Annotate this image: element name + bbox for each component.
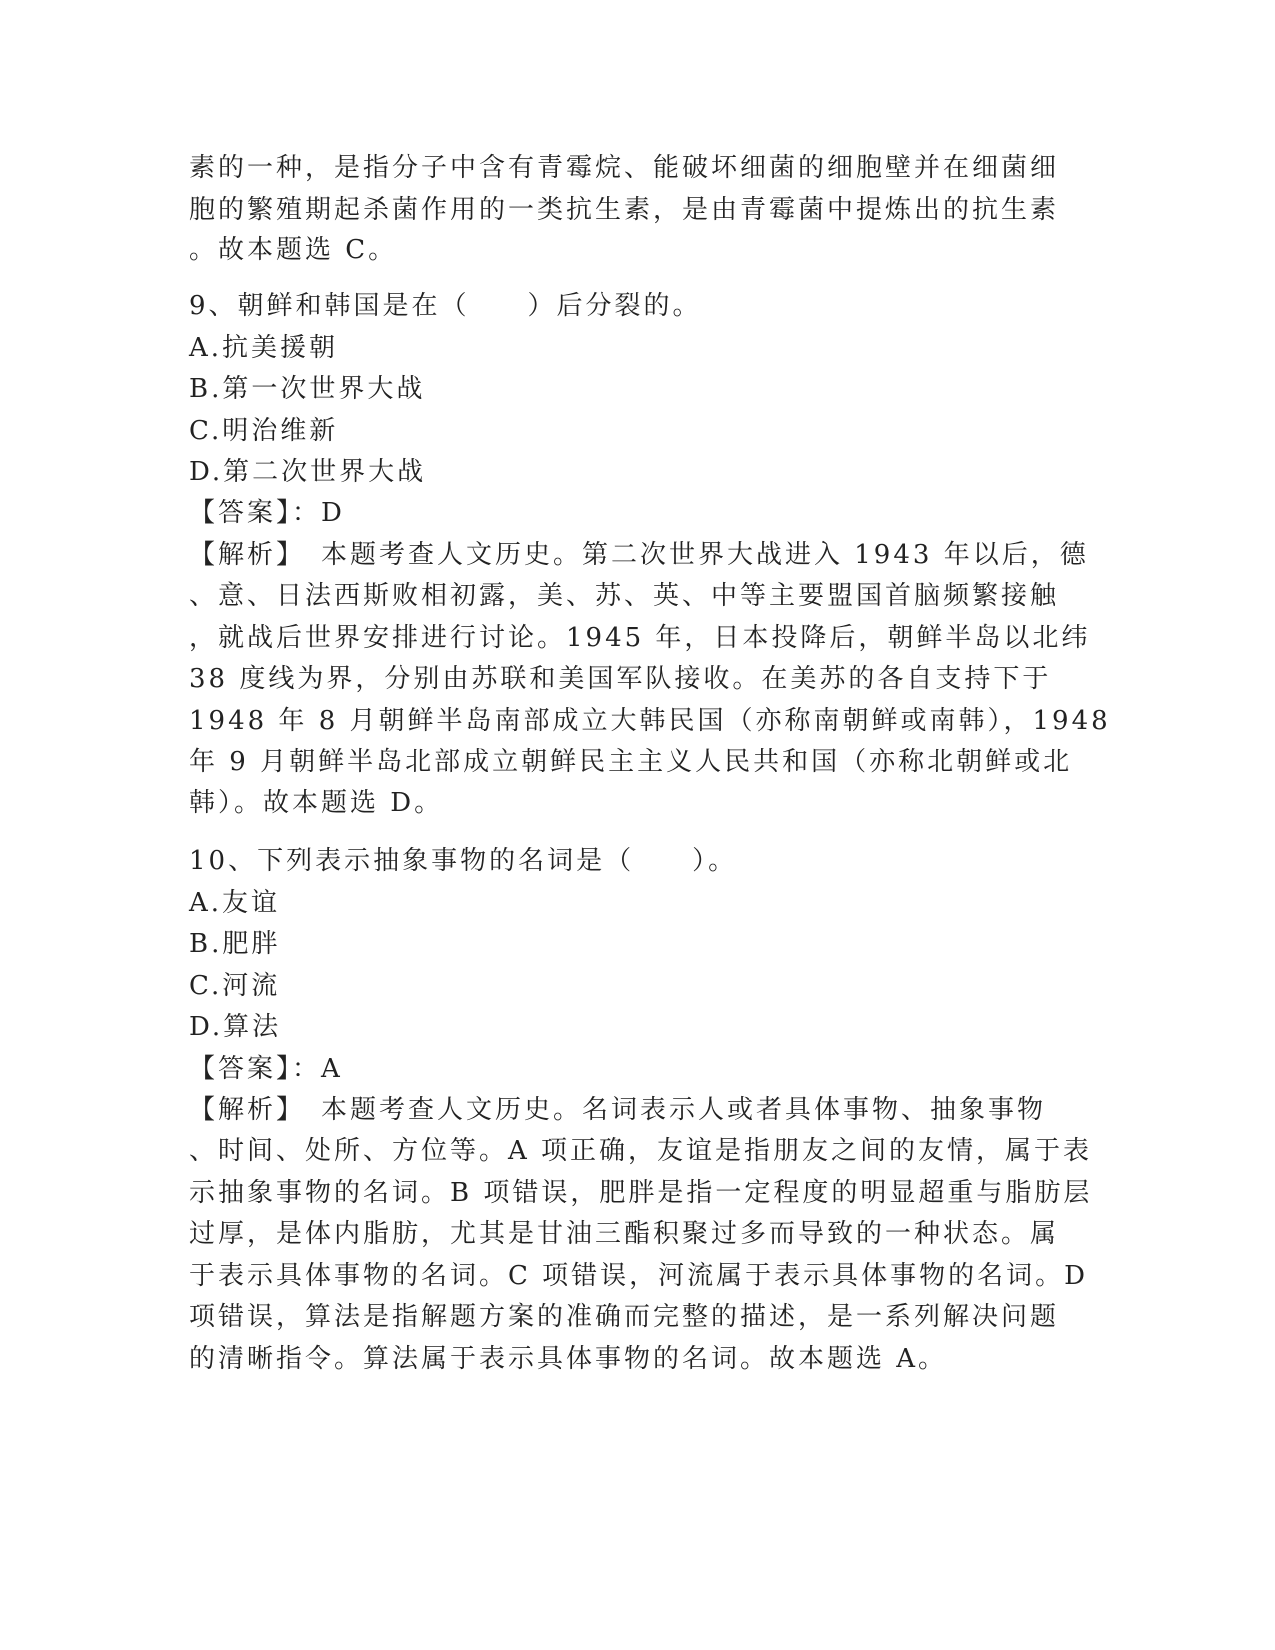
text-line: 年 9 月朝鲜半岛北部成立朝鲜民主主义人民共和国（亦称北朝鲜或北 bbox=[189, 747, 1073, 777]
question-9-explanation: 【解析】 本题考查人文历史。第二次世界大战进入 1943 年以后，德 bbox=[189, 540, 1089, 570]
question-9-answer: 【答案】：D bbox=[189, 498, 345, 528]
text-line: 过厚，是体内脂肪，尤其是甘油三酯积聚过多而导致的一种状态。属 bbox=[189, 1219, 1060, 1249]
text-line: 1948 年 8 月朝鲜半岛南部成立大韩民国（亦称南朝鲜或南韩），1948 bbox=[189, 706, 1111, 736]
question-10-option-c: C.河流 bbox=[189, 971, 281, 1001]
text-line: 示抽象事物的名词。B 项错误，肥胖是指一定程度的明显超重与脂肪层 bbox=[189, 1178, 1093, 1208]
question-10-answer: 【答案】：A bbox=[189, 1054, 343, 1084]
question-9-option-c: C.明治维新 bbox=[189, 416, 339, 446]
question-9-stem: 9、朝鲜和韩国是在（ ）后分裂的。 bbox=[189, 291, 702, 321]
text-line: 素的一种，是指分子中含有青霉烷、能破坏细菌的细胞壁并在细菌细 bbox=[189, 153, 1060, 183]
text-line: 38 度线为界，分别由苏联和美国军队接收。在美苏的各自支持下于 bbox=[189, 664, 1052, 694]
question-9-option-a: A.抗美援朝 bbox=[189, 333, 339, 363]
text-line: 于表示具体事物的名词。C 项错误，河流属于表示具体事物的名词。D bbox=[189, 1261, 1089, 1291]
question-10-stem: 10、下列表示抽象事物的名词是（ ）。 bbox=[189, 846, 738, 876]
text-line: 胞的繁殖期起杀菌作用的一类抗生素，是由青霉菌中提炼出的抗生素 bbox=[189, 195, 1060, 225]
question-10-option-d: D.算法 bbox=[189, 1012, 282, 1042]
text-line: ，就战后世界安排进行讨论。1945 年，日本投降后，朝鲜半岛以北纬 bbox=[189, 623, 1091, 653]
question-10-option-a: A.友谊 bbox=[189, 888, 281, 918]
question-10-explanation: 【解析】 本题考查人文历史。名词表示人或者具体事物、抽象事物 bbox=[189, 1095, 1047, 1125]
text-line: 、时间、处所、方位等。A 项正确，友谊是指朋友之间的友情，属于表 bbox=[189, 1136, 1093, 1166]
question-10-option-b: B.肥胖 bbox=[189, 929, 281, 959]
text-line: 、意、日法西斯败相初露，美、苏、英、中等主要盟国首脑频繁接触 bbox=[189, 581, 1060, 611]
text-line: 。故本题选 C。 bbox=[189, 235, 398, 265]
question-9-option-b: B.第一次世界大战 bbox=[189, 374, 426, 404]
text-line: 的清晰指令。算法属于表示具体事物的名词。故本题选 A。 bbox=[189, 1344, 948, 1374]
text-line: 韩）。故本题选 D。 bbox=[189, 788, 444, 818]
question-9-option-d: D.第二次世界大战 bbox=[189, 457, 427, 487]
text-line: 项错误，算法是指解题方案的准确而完整的描述，是一系列解决问题 bbox=[189, 1302, 1060, 1332]
